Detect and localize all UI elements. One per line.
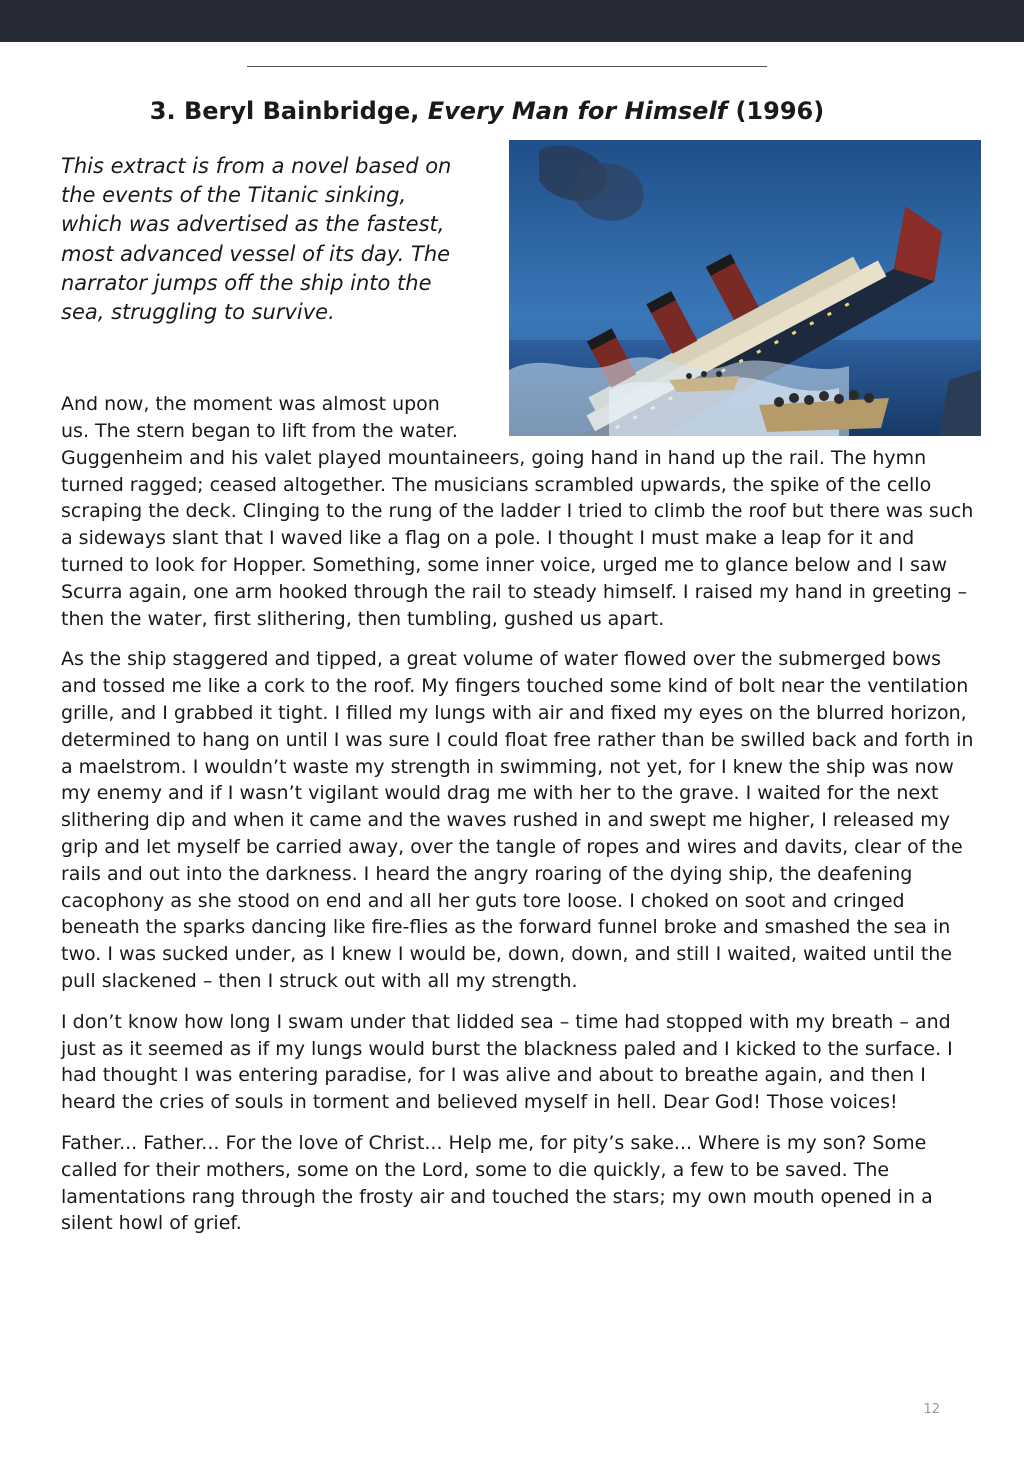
titanic-sinking-illustration — [509, 140, 981, 436]
title-author: 3. Beryl Bainbridge, — [149, 97, 428, 125]
intro-text: This extract is from a novel based on the events of the Titanic sinking, which was advertised as the fastest, most advanced vessel of its day. The narrator jumps off the ship into the sea, struggling to survive. — [61, 154, 452, 325]
paragraph-4: Father... Father... For the love of Christ... Help me, for pity’s sake... Where is my son? Some called for their mothers, some on the Lord, some to die quickly, a few to be saved. The lamentations rang through the frosty air and touched the stars; my own mouth opened in a silent howl of grief. — [61, 1131, 933, 1235]
title-book: Every Man for Himself — [427, 97, 728, 125]
paragraph-3: I don’t know how long I swam under that lidded sea – time had stopped with my breath – and just as it seemed as if my lungs would burst the blackness paled and I kicked to the surface. I had thought I was entering paradise, for I was alive and about to breathe again, and then I heard the cries of souls in torment and believed myself in hell. Dear God! Those voices! — [61, 1010, 953, 1114]
title-year: (1996) — [727, 97, 825, 125]
paragraph-1: And now, the moment was almost upon us. The stern began to lift from the water. Guggenheim and his valet played mountaineers, going hand in hand up the rail. The hymn turned ragged; ceased altogether. The musicians scrambled upwards, the spike of the cello scraping the deck. Clinging to the rung of the ladder I tried to climb the roof but there was such a sideways slant that I waved like a flag on a pole. I thought I must make a leap for it and turned to look for Hopper. Something, some inner voice, urged me to glance below and I saw Scurra again, one arm hooked through the rail to steady himself. I raised my hand in greeting – then the water, first slithering, then tumbling, gushed us apart. — [61, 393, 974, 630]
top-bar — [0, 0, 1024, 42]
paragraph-2: As the ship staggered and tipped, a great volume of water flowed over the submerged bows and tossed me like a cork to the roof. My fingers touched some kind of bolt near the ventilation grille, and I grabbed it tight. I filled my lungs with air and fixed my eyes on the blurred horizon, determined to hang on until I was sure I could float free rather than be swilled back and forth in a maelstrom. I wouldn’t waste my strength in swimming, not yet, for I knew the ship was now my enemy and if I wasn’t vigilant would drag me with her to the grave. I waited for the next slithering dip and when it came and the waves rushed in and swept me higher, I released my grip and let myself be carried away, over the tangle of ropes and wires and davits, clear of the rails and out into the darkness. I heard the angry roaring of the dying ship, the deafening cacophony as she stood on end and all her guts tore loose. I choked on soot and cringed beneath the sparks dancing like fire-flies as the forward funnel broke and smashed the sea in two. I was sucked under, as I knew I would be, down, down, and still I waited, waited until the pull slackened – then I struck out with all my strength. — [61, 648, 974, 992]
header-rule — [247, 66, 767, 67]
page-number: 12 — [923, 1402, 940, 1417]
page-title — [0, 94, 974, 128]
extract-content — [61, 152, 981, 1251]
